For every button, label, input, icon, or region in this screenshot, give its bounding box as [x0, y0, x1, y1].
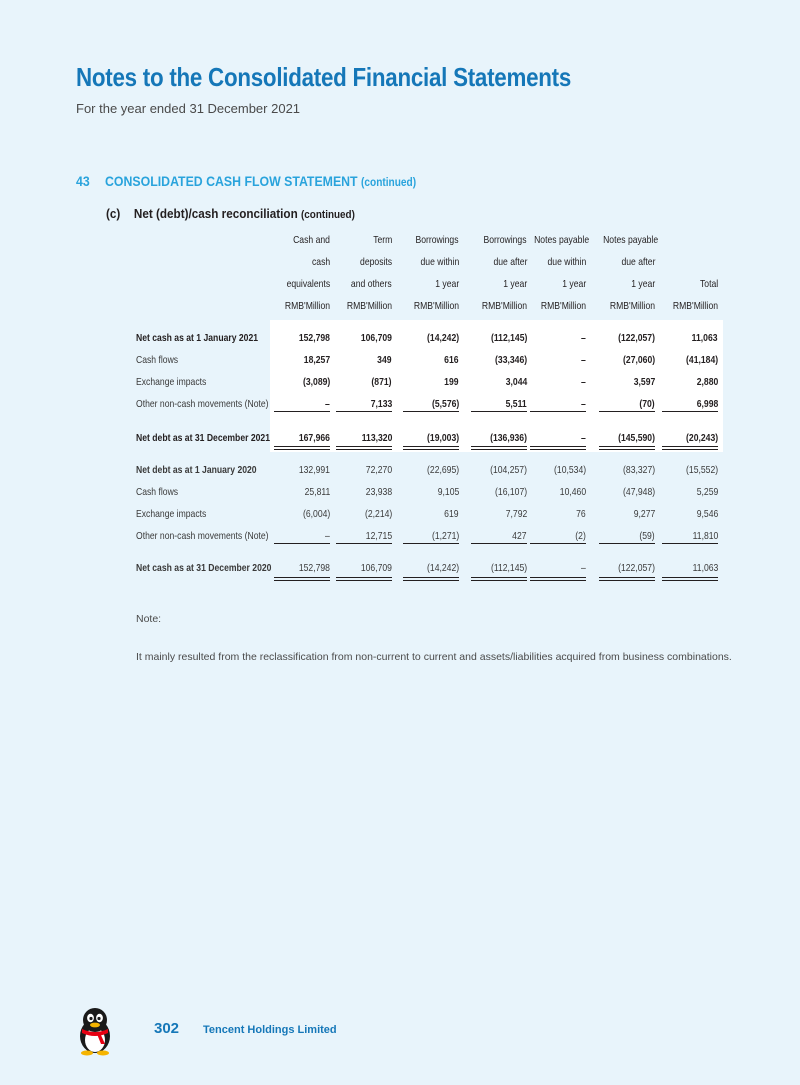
value-text: (112,145): [490, 562, 527, 574]
column-header-cell: [591, 296, 655, 316]
value-text: (16,107): [494, 486, 527, 498]
value-text: (14,242): [426, 562, 459, 574]
subsection-continued: (continued): [301, 209, 355, 221]
row-label-text: Other non-cash movements (Note): [136, 398, 269, 410]
value-text: 18,257: [303, 354, 330, 366]
value-cell: [328, 350, 392, 370]
value-cell: [395, 350, 459, 370]
value-text: 7,133: [370, 398, 392, 410]
value-cell: [395, 460, 459, 480]
value-text: (20,243): [685, 432, 718, 444]
single-rule: [403, 411, 459, 412]
single-rule: [662, 411, 718, 412]
single-rule: [274, 411, 330, 412]
single-rule: [274, 543, 330, 544]
single-rule: [662, 543, 718, 544]
column-header-text: Borrowings: [415, 234, 459, 246]
value-cell: [522, 350, 586, 370]
value-cell: [395, 428, 459, 448]
column-header-cell: [328, 296, 392, 316]
column-header-cell: [266, 230, 330, 250]
value-text: (33,346): [494, 354, 527, 366]
value-text: (14,242): [426, 332, 459, 344]
value-text: (6,004): [302, 508, 330, 520]
row-label-text: Exchange impacts: [136, 508, 207, 520]
column-header-text: 1 year: [435, 278, 459, 290]
column-header-text: deposits: [359, 256, 392, 268]
value-text: (27,060): [622, 354, 655, 366]
value-cell: [328, 558, 392, 578]
column-header-cell: [395, 274, 459, 294]
value-text: 152,798: [298, 332, 330, 344]
row-label-text: Other non-cash movements (Note): [136, 530, 269, 542]
value-cell: [654, 558, 718, 578]
column-header-text: RMB'Million: [481, 300, 527, 312]
single-rule: [530, 543, 586, 544]
value-text: –: [581, 562, 586, 574]
double-rule: [403, 446, 459, 450]
double-rule: [471, 577, 527, 581]
value-cell: [266, 558, 330, 578]
value-text: 6,998: [696, 398, 718, 410]
double-rule: [336, 446, 392, 450]
value-text: –: [325, 530, 330, 542]
column-header-cell: [328, 252, 392, 272]
value-cell: [395, 558, 459, 578]
column-header-cell: [463, 252, 527, 272]
value-text: 132,991: [298, 464, 330, 476]
column-header-cell: [328, 230, 392, 250]
single-rule: [599, 543, 655, 544]
column-header-text: RMB'Million: [609, 300, 655, 312]
subsection-label: (c): [106, 206, 121, 221]
column-header-text: Total: [699, 278, 718, 290]
value-text: (19,003): [426, 432, 459, 444]
column-header-cell: [522, 274, 586, 294]
value-text: (70): [639, 398, 655, 410]
value-text: (136,936): [490, 432, 527, 444]
column-header-cell: [591, 230, 659, 250]
single-rule: [336, 411, 392, 412]
value-text: 11,063: [692, 562, 718, 574]
value-cell: [266, 328, 330, 348]
column-header-cell: [463, 274, 527, 294]
column-header-cell: [463, 296, 527, 316]
value-cell: [328, 460, 392, 480]
section-title: CONSOLIDATED CASH FLOW STATEMENT: [105, 173, 358, 189]
value-cell: [522, 460, 586, 480]
table-row: [136, 460, 724, 480]
value-text: (59): [639, 530, 655, 542]
column-header-cell: [266, 296, 330, 316]
value-text: (122,057): [618, 562, 655, 574]
value-text: 616: [444, 354, 459, 366]
value-cell: [591, 328, 655, 348]
row-label-text: Net debt as at 31 December 2021: [136, 432, 271, 444]
value-text: 199: [444, 376, 459, 388]
value-text: –: [581, 354, 586, 366]
row-label-text: Cash flows: [136, 486, 179, 498]
note-label: Note:: [136, 613, 162, 625]
value-text: 9,546: [696, 508, 718, 520]
column-header-text: RMB'Million: [672, 300, 718, 312]
value-cell: [591, 350, 655, 370]
column-header-text: due within: [547, 256, 586, 268]
value-cell: [463, 504, 527, 524]
section-continued: (continued): [361, 177, 417, 189]
column-header-cell: [654, 296, 718, 316]
table-row: [136, 328, 724, 348]
value-cell: [654, 328, 718, 348]
column-header-text: Notes payable: [534, 234, 590, 246]
value-cell: [463, 328, 527, 348]
value-text: 2,880: [696, 376, 718, 388]
value-text: 5,259: [696, 486, 718, 498]
row-label: [136, 372, 222, 392]
column-header-text: Notes payable: [603, 234, 659, 246]
value-cell: [463, 482, 527, 502]
column-header-text: due after: [493, 256, 527, 268]
column-header-cell: [522, 252, 586, 272]
value-cell: [266, 428, 330, 448]
table-row: [136, 428, 724, 448]
column-header-cell: [266, 274, 330, 294]
value-text: (1,271): [431, 530, 459, 542]
table-row: [136, 372, 724, 392]
value-text: (41,184): [685, 354, 718, 366]
column-header-cell: [395, 252, 459, 272]
value-text: 427: [512, 530, 527, 542]
value-cell: [591, 504, 655, 524]
value-text: 25,811: [304, 486, 330, 498]
table-header-row: [136, 252, 724, 272]
value-text: (47,948): [622, 486, 655, 498]
value-cell: [591, 482, 655, 502]
page-subtitle: For the year ended 31 December 2021: [76, 101, 301, 116]
column-header-cell: [328, 274, 392, 294]
double-rule: [662, 577, 718, 581]
double-rule: [662, 446, 718, 450]
value-text: 12,715: [365, 530, 392, 542]
double-rule: [530, 446, 586, 450]
value-cell: [463, 558, 527, 578]
page-number: 302: [154, 1020, 180, 1037]
subsection-title: Net (debt)/cash reconciliation: [133, 206, 298, 221]
value-cell: [463, 372, 527, 392]
value-cell: [654, 372, 718, 392]
value-cell: [395, 504, 459, 524]
column-header-cell: [654, 274, 718, 294]
column-header-text: Term: [372, 234, 392, 246]
column-header-text: RMB'Million: [284, 300, 330, 312]
value-cell: [266, 460, 330, 480]
column-header-cell: [591, 252, 655, 272]
value-cell: [591, 428, 655, 448]
section-number: 43: [76, 173, 90, 189]
row-label-text: Net cash as at 1 January 2021: [136, 332, 259, 344]
value-cell: [328, 504, 392, 524]
value-text: 10,460: [559, 486, 586, 498]
value-text: (2): [575, 530, 586, 542]
double-rule: [471, 446, 527, 450]
value-cell: [266, 482, 330, 502]
row-label-text: Net debt as at 1 January 2020: [136, 464, 257, 476]
value-text: 106,709: [360, 562, 392, 574]
column-header-text: RMB'Million: [540, 300, 586, 312]
value-text: 167,966: [298, 432, 330, 444]
double-rule: [274, 577, 330, 581]
row-label-text: Net cash as at 31 December 2020: [136, 562, 272, 574]
double-rule: [599, 446, 655, 450]
column-header-cell: [522, 296, 586, 316]
value-text: (122,057): [618, 332, 655, 344]
value-text: (3,089): [302, 376, 330, 388]
table-row: [136, 558, 724, 578]
column-header-text: due after: [621, 256, 655, 268]
value-cell: [266, 350, 330, 370]
row-label: [136, 460, 283, 480]
row-label: [136, 504, 222, 524]
value-text: –: [581, 432, 586, 444]
value-text: (2,214): [364, 508, 392, 520]
column-header-cell: [395, 230, 459, 250]
value-text: (104,257): [490, 464, 527, 476]
table-row: [136, 350, 724, 370]
note-text: It mainly resulted from the reclassification from non-current to current and assets/liabilities acquired from business combinations.: [136, 651, 732, 663]
value-text: (871): [371, 376, 392, 388]
value-cell: [463, 428, 527, 448]
value-cell: [591, 558, 655, 578]
single-rule: [471, 543, 527, 544]
value-text: 113,320: [361, 432, 392, 444]
value-text: (5,576): [431, 398, 459, 410]
value-cell: [522, 504, 586, 524]
single-rule: [403, 543, 459, 544]
row-label: [136, 482, 187, 502]
column-header-cell: [266, 252, 330, 272]
value-cell: [654, 482, 718, 502]
value-text: 9,277: [633, 508, 655, 520]
column-header-text: 1 year: [562, 278, 586, 290]
column-header-text: RMB'Million: [346, 300, 392, 312]
value-text: 11,810: [692, 530, 718, 542]
value-cell: [591, 460, 655, 480]
value-cell: [266, 372, 330, 392]
value-text: 23,938: [365, 486, 392, 498]
value-text: 9,105: [437, 486, 459, 498]
value-cell: [654, 504, 718, 524]
double-rule: [403, 577, 459, 581]
value-cell: [395, 372, 459, 392]
section-heading: [76, 173, 416, 189]
column-header-text: and others: [351, 278, 392, 290]
column-header-cell: [463, 230, 527, 250]
value-text: 106,709: [360, 332, 392, 344]
row-label-text: Exchange impacts: [136, 376, 207, 388]
row-label: [136, 350, 187, 370]
value-cell: [328, 328, 392, 348]
value-cell: [463, 460, 527, 480]
single-rule: [336, 543, 392, 544]
column-header-cell: [654, 230, 718, 250]
value-text: 152,798: [298, 562, 330, 574]
value-cell: [522, 482, 586, 502]
column-header-cell: [654, 252, 718, 272]
double-rule: [336, 577, 392, 581]
row-label: [136, 328, 285, 348]
value-cell: [395, 328, 459, 348]
subsection-heading: [106, 206, 355, 221]
value-text: 3,597: [633, 376, 655, 388]
value-cell: [522, 558, 586, 578]
table-header-row: [136, 274, 724, 294]
value-cell: [522, 328, 586, 348]
value-text: (15,552): [685, 464, 718, 476]
value-cell: [522, 428, 586, 448]
penguin-logo-icon: [74, 1006, 116, 1056]
value-text: –: [581, 376, 586, 388]
table-header-row: [136, 230, 724, 250]
column-header-cell: [395, 296, 459, 316]
value-text: (112,145): [490, 332, 527, 344]
column-header-text: Cash and: [293, 234, 330, 246]
value-cell: [522, 372, 586, 392]
value-text: 72,270: [365, 464, 392, 476]
table-row: [136, 504, 724, 524]
value-text: 7,792: [505, 508, 527, 520]
row-label-text: Cash flows: [136, 354, 179, 366]
value-cell: [591, 372, 655, 392]
single-rule: [599, 411, 655, 412]
double-rule: [274, 446, 330, 450]
value-cell: [328, 482, 392, 502]
value-cell: [328, 372, 392, 392]
column-header-text: Borrowings: [483, 234, 527, 246]
column-header-text: equivalents: [286, 278, 330, 290]
double-rule: [599, 577, 655, 581]
value-text: –: [325, 398, 330, 410]
value-text: 619: [444, 508, 459, 520]
value-text: 349: [377, 354, 392, 366]
single-rule: [530, 411, 586, 412]
value-text: (145,590): [618, 432, 655, 444]
value-cell: [654, 350, 718, 370]
column-header-cell: [591, 274, 655, 294]
value-cell: [654, 460, 718, 480]
value-cell: [654, 428, 718, 448]
column-header-text: 1 year: [503, 278, 527, 290]
value-text: –: [581, 332, 586, 344]
value-text: 76: [576, 508, 586, 520]
column-header-text: cash: [311, 256, 330, 268]
value-text: –: [581, 398, 586, 410]
value-cell: [395, 482, 459, 502]
value-text: (83,327): [622, 464, 655, 476]
value-text: 11,063: [692, 332, 718, 344]
page-title: Notes to the Consolidated Financial Statements: [76, 62, 572, 92]
company-name: Tencent Holdings Limited: [203, 1024, 337, 1036]
value-text: (10,534): [553, 464, 586, 476]
column-header-text: RMB'Million: [413, 300, 459, 312]
column-header-cell: [522, 230, 590, 250]
value-cell: [266, 504, 330, 524]
table-header-row: [136, 296, 724, 316]
value-text: 5,511: [505, 398, 527, 410]
value-cell: [328, 428, 392, 448]
value-text: 3,044: [505, 376, 527, 388]
column-header-text: 1 year: [631, 278, 655, 290]
table-row: [136, 482, 724, 502]
value-text: (22,695): [426, 464, 459, 476]
double-rule: [530, 577, 586, 581]
single-rule: [471, 411, 527, 412]
value-cell: [463, 350, 527, 370]
column-header-text: due within: [420, 256, 459, 268]
